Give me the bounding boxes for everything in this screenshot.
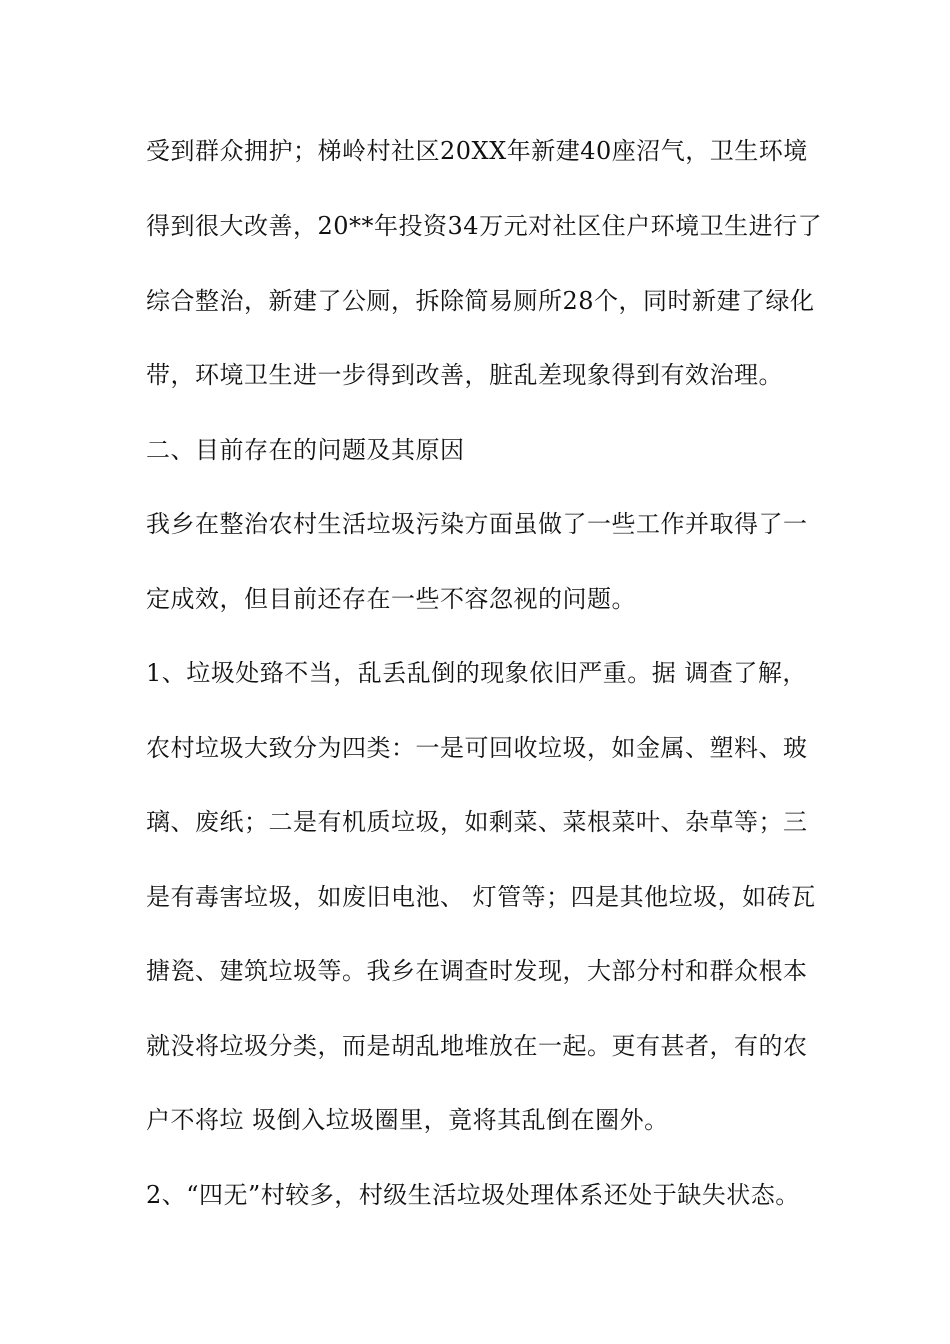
text-line: 农村垃圾大致分为四类：一是可回收垃圾，如金属、塑料、玻 [146,734,808,762]
text-line: 是有毒害垃圾，如废旧电池、 灯管等；四是其他垃圾，如砖瓦 [146,883,816,911]
section-heading: 二、目前存在的问题及其原因 [146,436,465,464]
text-line: 我乡在整治农村生活垃圾污染方面虽做了一些工作并取得了一 [146,510,808,538]
text-line: 2、“四无”村较多，村级生活垃圾处理体系还处于缺失状态。 [146,1181,800,1209]
text-line: 带，环境卫生进一步得到改善，脏乱差现象得到有效治理。 [146,361,783,389]
text-line: 户不将垃 圾倒入垃圾圈里，竟将其乱倒在圈外。 [146,1106,669,1134]
text-line: 综合整治，新建了公厕，拆除简易厕所28个，同时新建了绿化 [146,287,815,315]
text-line: 受到群众拥护；梯岭村社区20XX年新建40座沼气，卫生环境 [146,137,808,165]
text-line: 得到很大改善，20**年投资34万元对社区住户环境卫生进行了 [146,212,823,240]
text-line: 璃、废纸；二是有机质垃圾，如剩菜、菜根菜叶、杂草等；三 [146,808,808,836]
text-line: 1、垃圾处臵不当，乱丢乱倒的现象依旧严重。据 调查了解， [146,659,807,687]
text-line: 就没将垃圾分类，而是胡乱地堆放在一起。更有甚者，有的农 [146,1032,808,1060]
text-line: 定成效，但目前还存在一些不容忽视的问题。 [146,585,636,613]
text-line: 搪瓷、建筑垃圾等。我乡在调查时发现，大部分村和群众根本 [146,957,808,985]
